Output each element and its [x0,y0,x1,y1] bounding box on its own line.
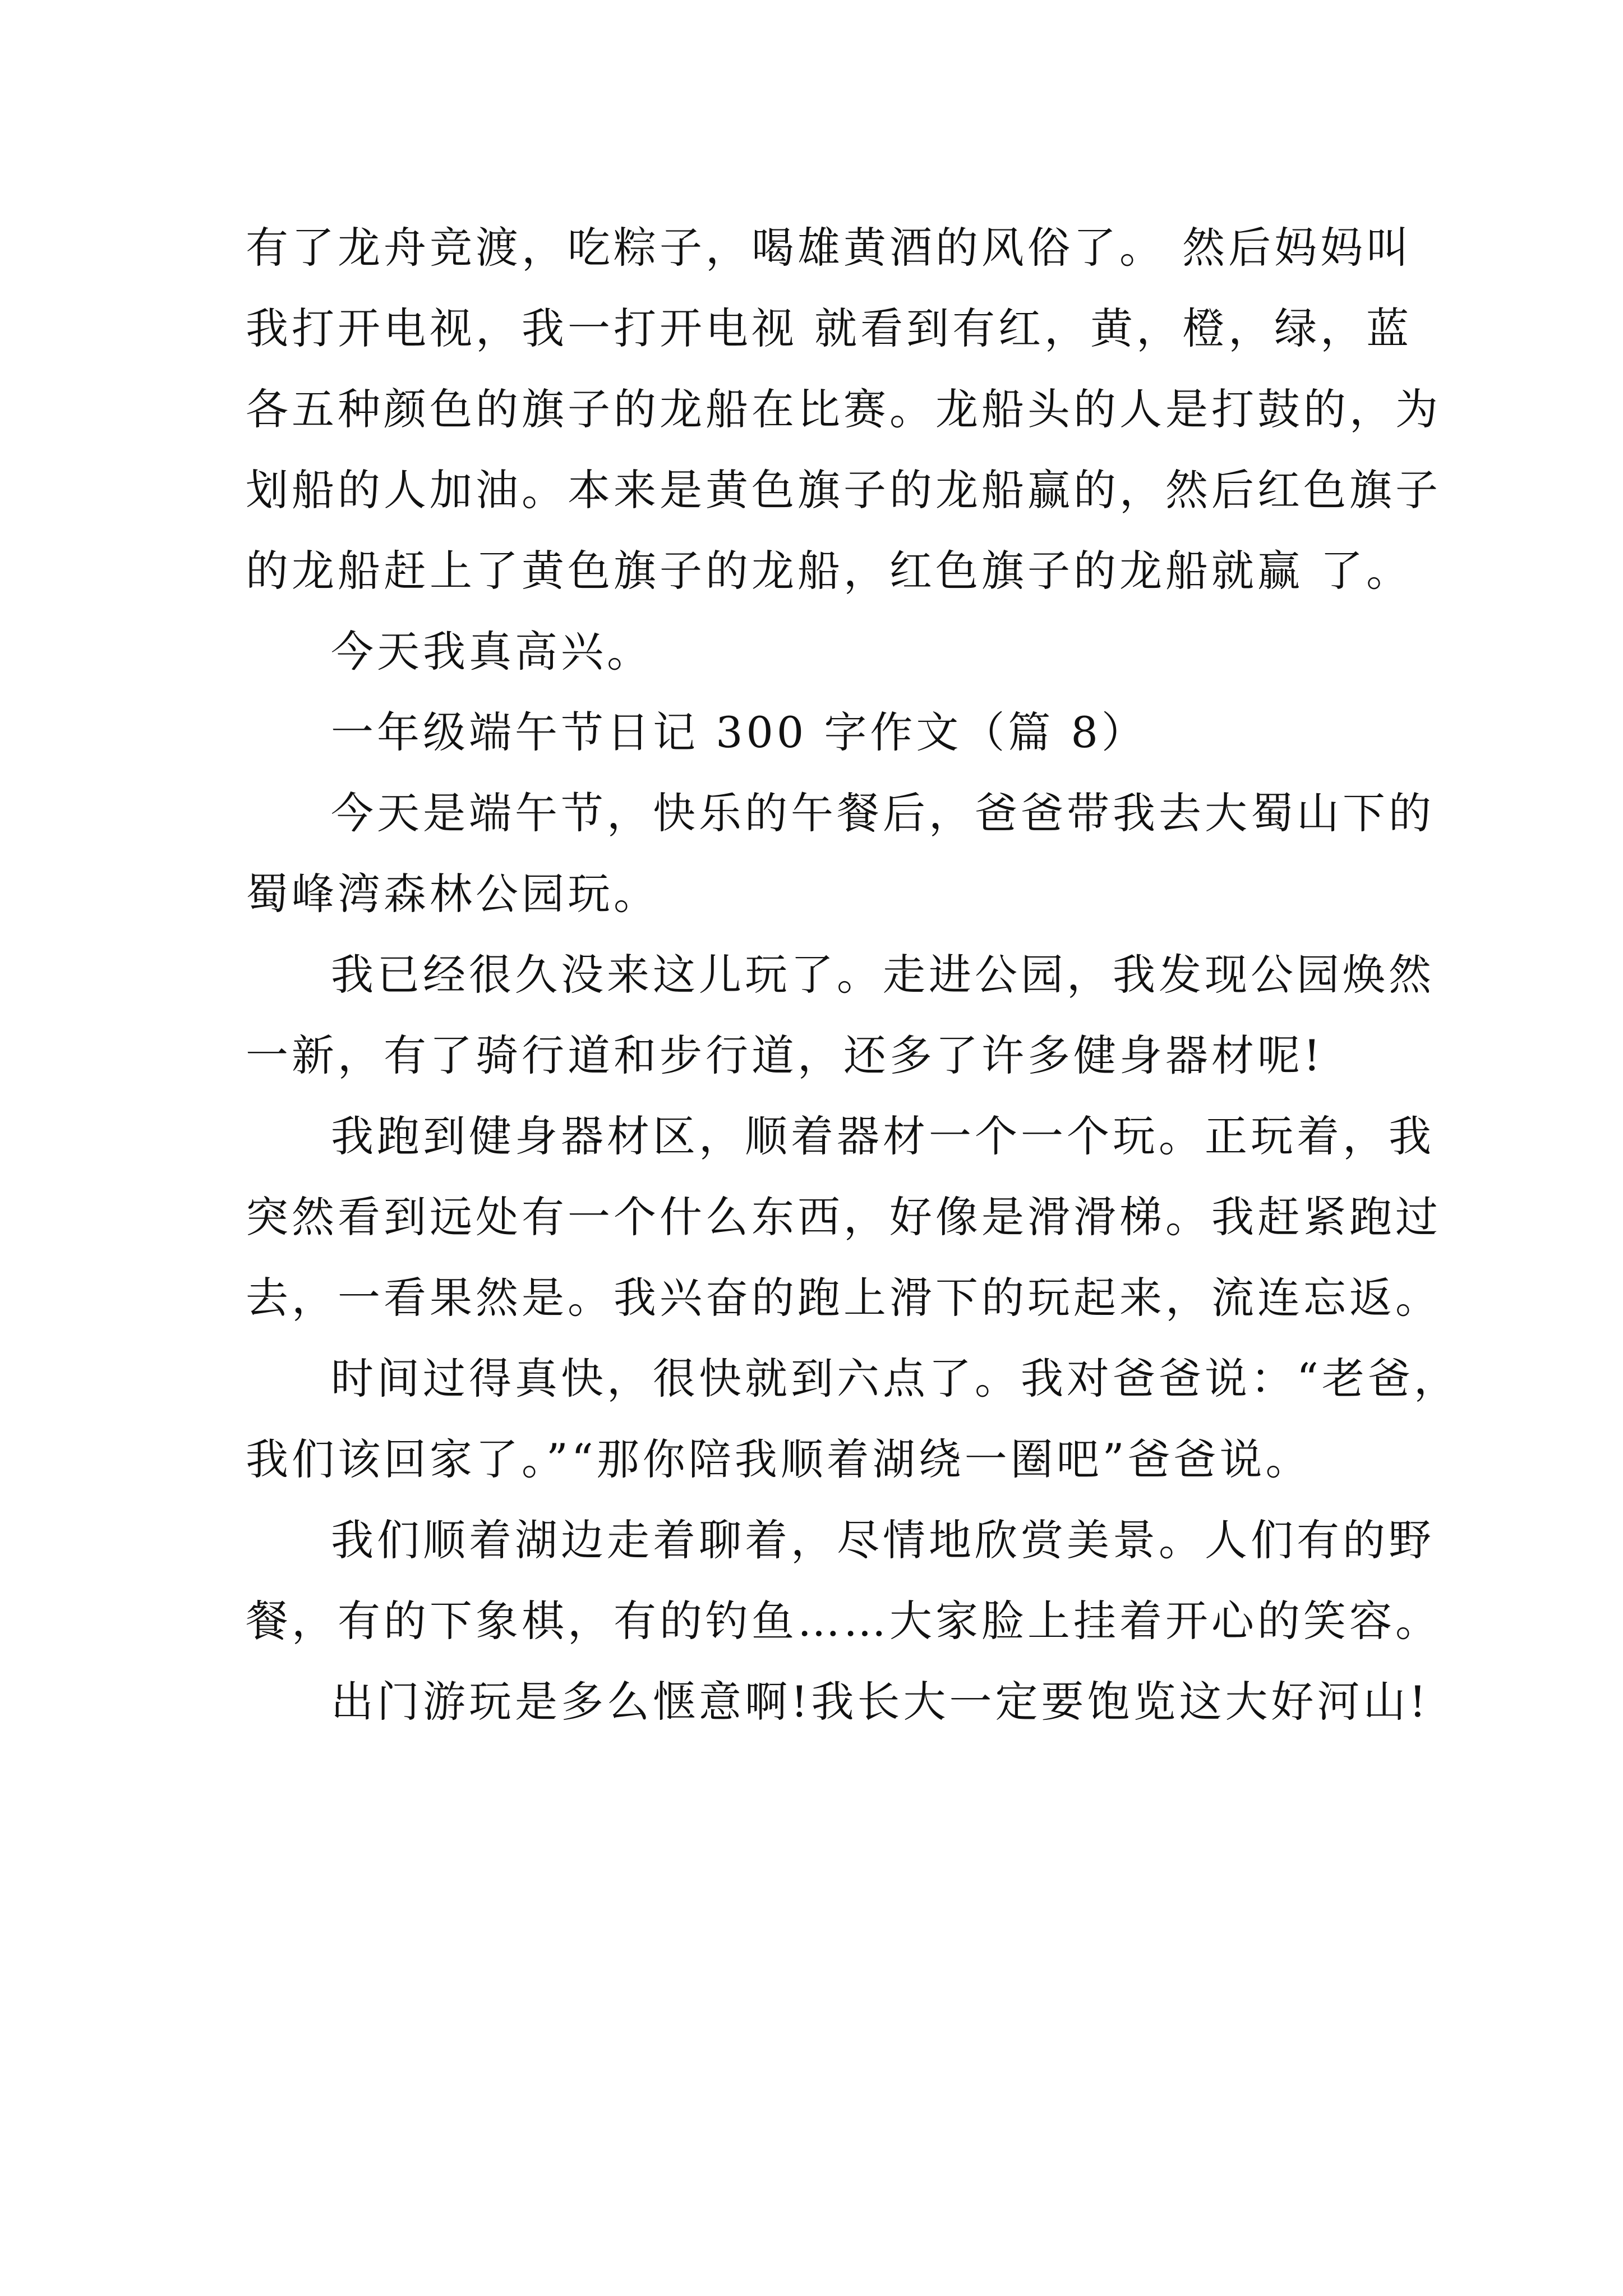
text-line: 划船的人加油。本来是黄色旗子的龙船赢的，然后红色旗子 [246,465,1441,515]
text-line: 各五种颜色的旗子的龙船在比赛。龙船头的人是打鼓的，为 [246,384,1441,434]
text-line: 我们顺着湖边走着聊着，尽情地欣赏美景。人们有的野 [331,1515,1435,1565]
text-line: 我们该回家了。”“那你陪我顺着湖绕一圈吧”爸爸说。 [246,1434,1312,1484]
text-line: 餐，有的下象棋，有的钓鱼……大家脸上挂着开心的笑容。 [246,1596,1441,1646]
text-line: 我已经很久没来这儿玩了。走进公园，我发现公园焕然 [331,950,1435,1000]
text-line: 的龙船赶上了黄色旗子的龙船，红色旗子的龙船就赢 了。 [246,546,1413,596]
text-line: 时间过得真快，很快就到六点了。我对爸爸说：“老爸， [331,1354,1460,1404]
text-line: 今天我真高兴。 [331,627,653,677]
text-line: 去，一看果然是。我兴奋的跑上滑下的玩起来，流连忘返。 [246,1273,1441,1323]
text-line: 我跑到健身器材区，顺着器材一个一个玩。正玩着，我 [331,1111,1435,1161]
text-line: 一新，有了骑行道和步行道，还多了许多健身器材呢! [246,1030,1324,1080]
text-line: 出门游玩是多么惬意啊!我长大一定要饱览这大好河山! [331,1677,1430,1727]
text-line: 蜀峰湾森林公园玩。 [246,869,660,919]
text-line: 我打开电视，我一打开电视 就看到有红，黄，橙，绿，蓝 [246,303,1413,353]
text-line: 突然看到远处有一个什么东西，好像是滑滑梯。我赶紧跑过 [246,1192,1441,1242]
document-body [246,208,1460,1742]
text-line: 有了龙舟竞渡，吃粽子，喝雄黄酒的风俗了。 然后妈妈叫 [246,223,1413,273]
text-line: 今天是端午节，快乐的午餐后，爸爸带我去大蜀山下的 [331,788,1435,838]
section-heading: 一年级端午节日记 300 字作文（篇 8） [331,707,1147,757]
